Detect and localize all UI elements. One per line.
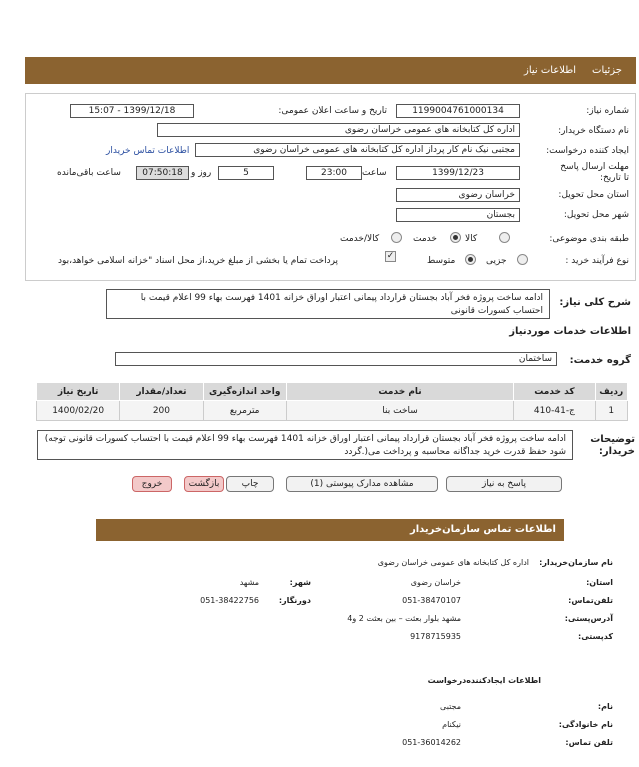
creator-family: نیکنام bbox=[442, 720, 461, 729]
remaining-time-label: ساعت باقی‌مانده bbox=[57, 168, 121, 178]
deadline-time-label: ساعت bbox=[362, 168, 387, 178]
service-group-label: گروه خدمت: bbox=[569, 355, 631, 366]
col-row: ردیف bbox=[595, 383, 627, 401]
col-need-date: تاریخ نیاز bbox=[37, 383, 120, 401]
buyer-org-label: نام دستگاه خریدار: bbox=[558, 126, 629, 136]
services-table bbox=[36, 382, 628, 421]
buyer-contact-link[interactable]: اطلاعات تماس خریدار bbox=[106, 146, 190, 156]
creator-tel-label: تلفن تماس: bbox=[565, 738, 613, 747]
tab-need-info[interactable]: اطلاعات نیاز bbox=[524, 65, 576, 76]
days-field: 5 bbox=[218, 166, 274, 180]
reply-button[interactable]: پاسخ به نیاز bbox=[446, 476, 562, 492]
summary-box: ادامه ساخت پروژه فخر آباد بجستان قرارداد پیمانی اعتبار اوراق خزانه 1401 فهرست بهاء 99 اعلام قیمت با احتساب کسورات قانونی bbox=[106, 289, 550, 319]
contact-province-label: استان: bbox=[586, 578, 613, 587]
contact-fax-label: دورنگار: bbox=[278, 596, 311, 605]
contact-postal-label: کدپستی: bbox=[578, 632, 613, 641]
col-unit: واحد اندازه‌گیری bbox=[203, 383, 286, 401]
print-button[interactable]: چاپ bbox=[226, 476, 274, 492]
attachments-button[interactable]: مشاهده مدارک پیوستی (1) bbox=[286, 476, 438, 492]
service-group-field: ساختمان bbox=[115, 352, 557, 366]
category-goods-service-radio[interactable] bbox=[391, 232, 402, 243]
city-label: شهر محل تحویل: bbox=[563, 210, 629, 220]
creator-tel: 051-36014262 bbox=[402, 738, 461, 747]
province-label: استان محل تحویل: bbox=[558, 190, 629, 200]
col-quantity: تعداد/مقدار bbox=[120, 383, 203, 401]
process-type-label: نوع فرآیند خرید : bbox=[565, 256, 629, 266]
process-minor-label: جزیی bbox=[486, 256, 507, 266]
process-medium-radio[interactable] bbox=[465, 254, 476, 265]
category-goods-service-label: کالا/خدمت bbox=[340, 234, 380, 244]
city-field: بجستان bbox=[396, 208, 520, 222]
deadline-date-field: 1399/12/23 bbox=[396, 166, 520, 180]
buyer-notes-label: توضیحات خریدار: bbox=[590, 434, 635, 457]
creator-info-title: اطلاعات ایجادکننده‌درخواست bbox=[427, 676, 541, 685]
creator-label: ایجاد کننده درخواست: bbox=[546, 146, 629, 156]
creator-family-label: نام خانوادگی: bbox=[558, 720, 613, 729]
contact-org: اداره کل کتابخانه های عمومی خراسان رضوی bbox=[377, 558, 529, 567]
services-title: اطلاعات خدمات موردنیاز bbox=[509, 326, 631, 337]
contact-org-label: نام سازمان‌خریدار: bbox=[539, 558, 613, 567]
cell-row: 1 bbox=[595, 401, 627, 421]
back-button[interactable]: بازگشت bbox=[184, 476, 224, 492]
exit-button[interactable]: خروج bbox=[132, 476, 172, 492]
cell-service-code: ج-41-410 bbox=[514, 401, 595, 421]
contact-phone-label: تلفن‌تماس: bbox=[568, 596, 613, 605]
cell-need-date: 1400/02/20 bbox=[37, 401, 120, 421]
need-info-panel bbox=[25, 93, 636, 281]
contact-province: خراسان رضوی bbox=[410, 578, 461, 587]
cell-quantity: 200 bbox=[120, 401, 203, 421]
need-number-label: شماره نیاز: bbox=[586, 106, 629, 116]
province-field: خراسان رضوی bbox=[396, 188, 520, 202]
creator-field: مجتبی نیک نام کار پرداز اداره کل کتابخانه های عمومی خراسان رضوی bbox=[195, 143, 520, 157]
process-medium-label: متوسط bbox=[427, 256, 456, 266]
col-service-name: نام خدمت bbox=[286, 383, 513, 401]
summary-label: شرح کلی نیاز: bbox=[559, 297, 631, 308]
cell-service-name: ساخت بنا bbox=[286, 401, 513, 421]
category-service-radio[interactable] bbox=[450, 232, 461, 243]
creator-name-label: نام: bbox=[597, 702, 613, 711]
contact-postal: 9178715935 bbox=[410, 632, 461, 641]
days-label: روز و bbox=[191, 168, 212, 178]
process-minor-radio[interactable] bbox=[517, 254, 528, 265]
table-row bbox=[37, 401, 628, 421]
announce-date-field: 1399/12/18 - 15:07 bbox=[70, 104, 194, 118]
contact-city-label: شهر: bbox=[289, 578, 311, 587]
need-number-field: 1199004761000134 bbox=[396, 104, 520, 118]
treasury-payment-note: پرداخت تمام یا بخشی از مبلغ خرید،از محل اسناد "خزانه اسلامی خواهد،بود bbox=[58, 256, 339, 266]
buyer-org-field: اداره کل کتابخانه های عمومی خراسان رضوی bbox=[157, 123, 520, 137]
tab-details[interactable]: جزئیات bbox=[592, 65, 622, 76]
treasury-payment-checkbox[interactable]: ✓ bbox=[386, 251, 395, 261]
category-goods-radio[interactable] bbox=[499, 232, 510, 243]
contact-phone: 051-38470107 bbox=[402, 596, 461, 605]
contact-address: مشهد بلوار بعثت – بین بعثت 2 و4 bbox=[347, 614, 461, 623]
category-label: طبقه بندی موضوعی: bbox=[549, 234, 629, 244]
page-header bbox=[25, 57, 636, 84]
deadline-label: مهلت ارسال پاسخ تا تاریخ: bbox=[560, 162, 629, 183]
category-service-label: خدمت bbox=[413, 234, 437, 244]
creator-name: مجتبی bbox=[440, 702, 461, 711]
contact-city: مشهد bbox=[239, 578, 259, 587]
announce-date-label: تاریخ و ساعت اعلان عمومی: bbox=[278, 106, 387, 116]
deadline-time-field: 23:00 bbox=[306, 166, 362, 180]
contact-address-label: آدرس‌پستی: bbox=[564, 614, 613, 623]
category-goods-label: کالا bbox=[465, 234, 478, 244]
contact-fax: 051-38422756 bbox=[200, 596, 259, 605]
remaining-time-field: 07:50:18 bbox=[136, 166, 189, 180]
cell-unit: مترمربع bbox=[203, 401, 286, 421]
table-header-row bbox=[37, 383, 628, 401]
buyer-notes-box: ادامه ساخت پروژه فخر آباد بجستان قرارداد پیمانی اعتبار اوراق خزانه 1401 فهرست بهاء 99 اعلام قیمت با احتساب کسورات قانونی توجه) شود حفظ قدرت خرید جداگانه محاسبه و پرداخت می(.گردد bbox=[37, 430, 573, 460]
contact-section-title: اطلاعات تماس سازمان‌خریدار bbox=[96, 519, 564, 541]
col-service-code: کد خدمت bbox=[514, 383, 595, 401]
